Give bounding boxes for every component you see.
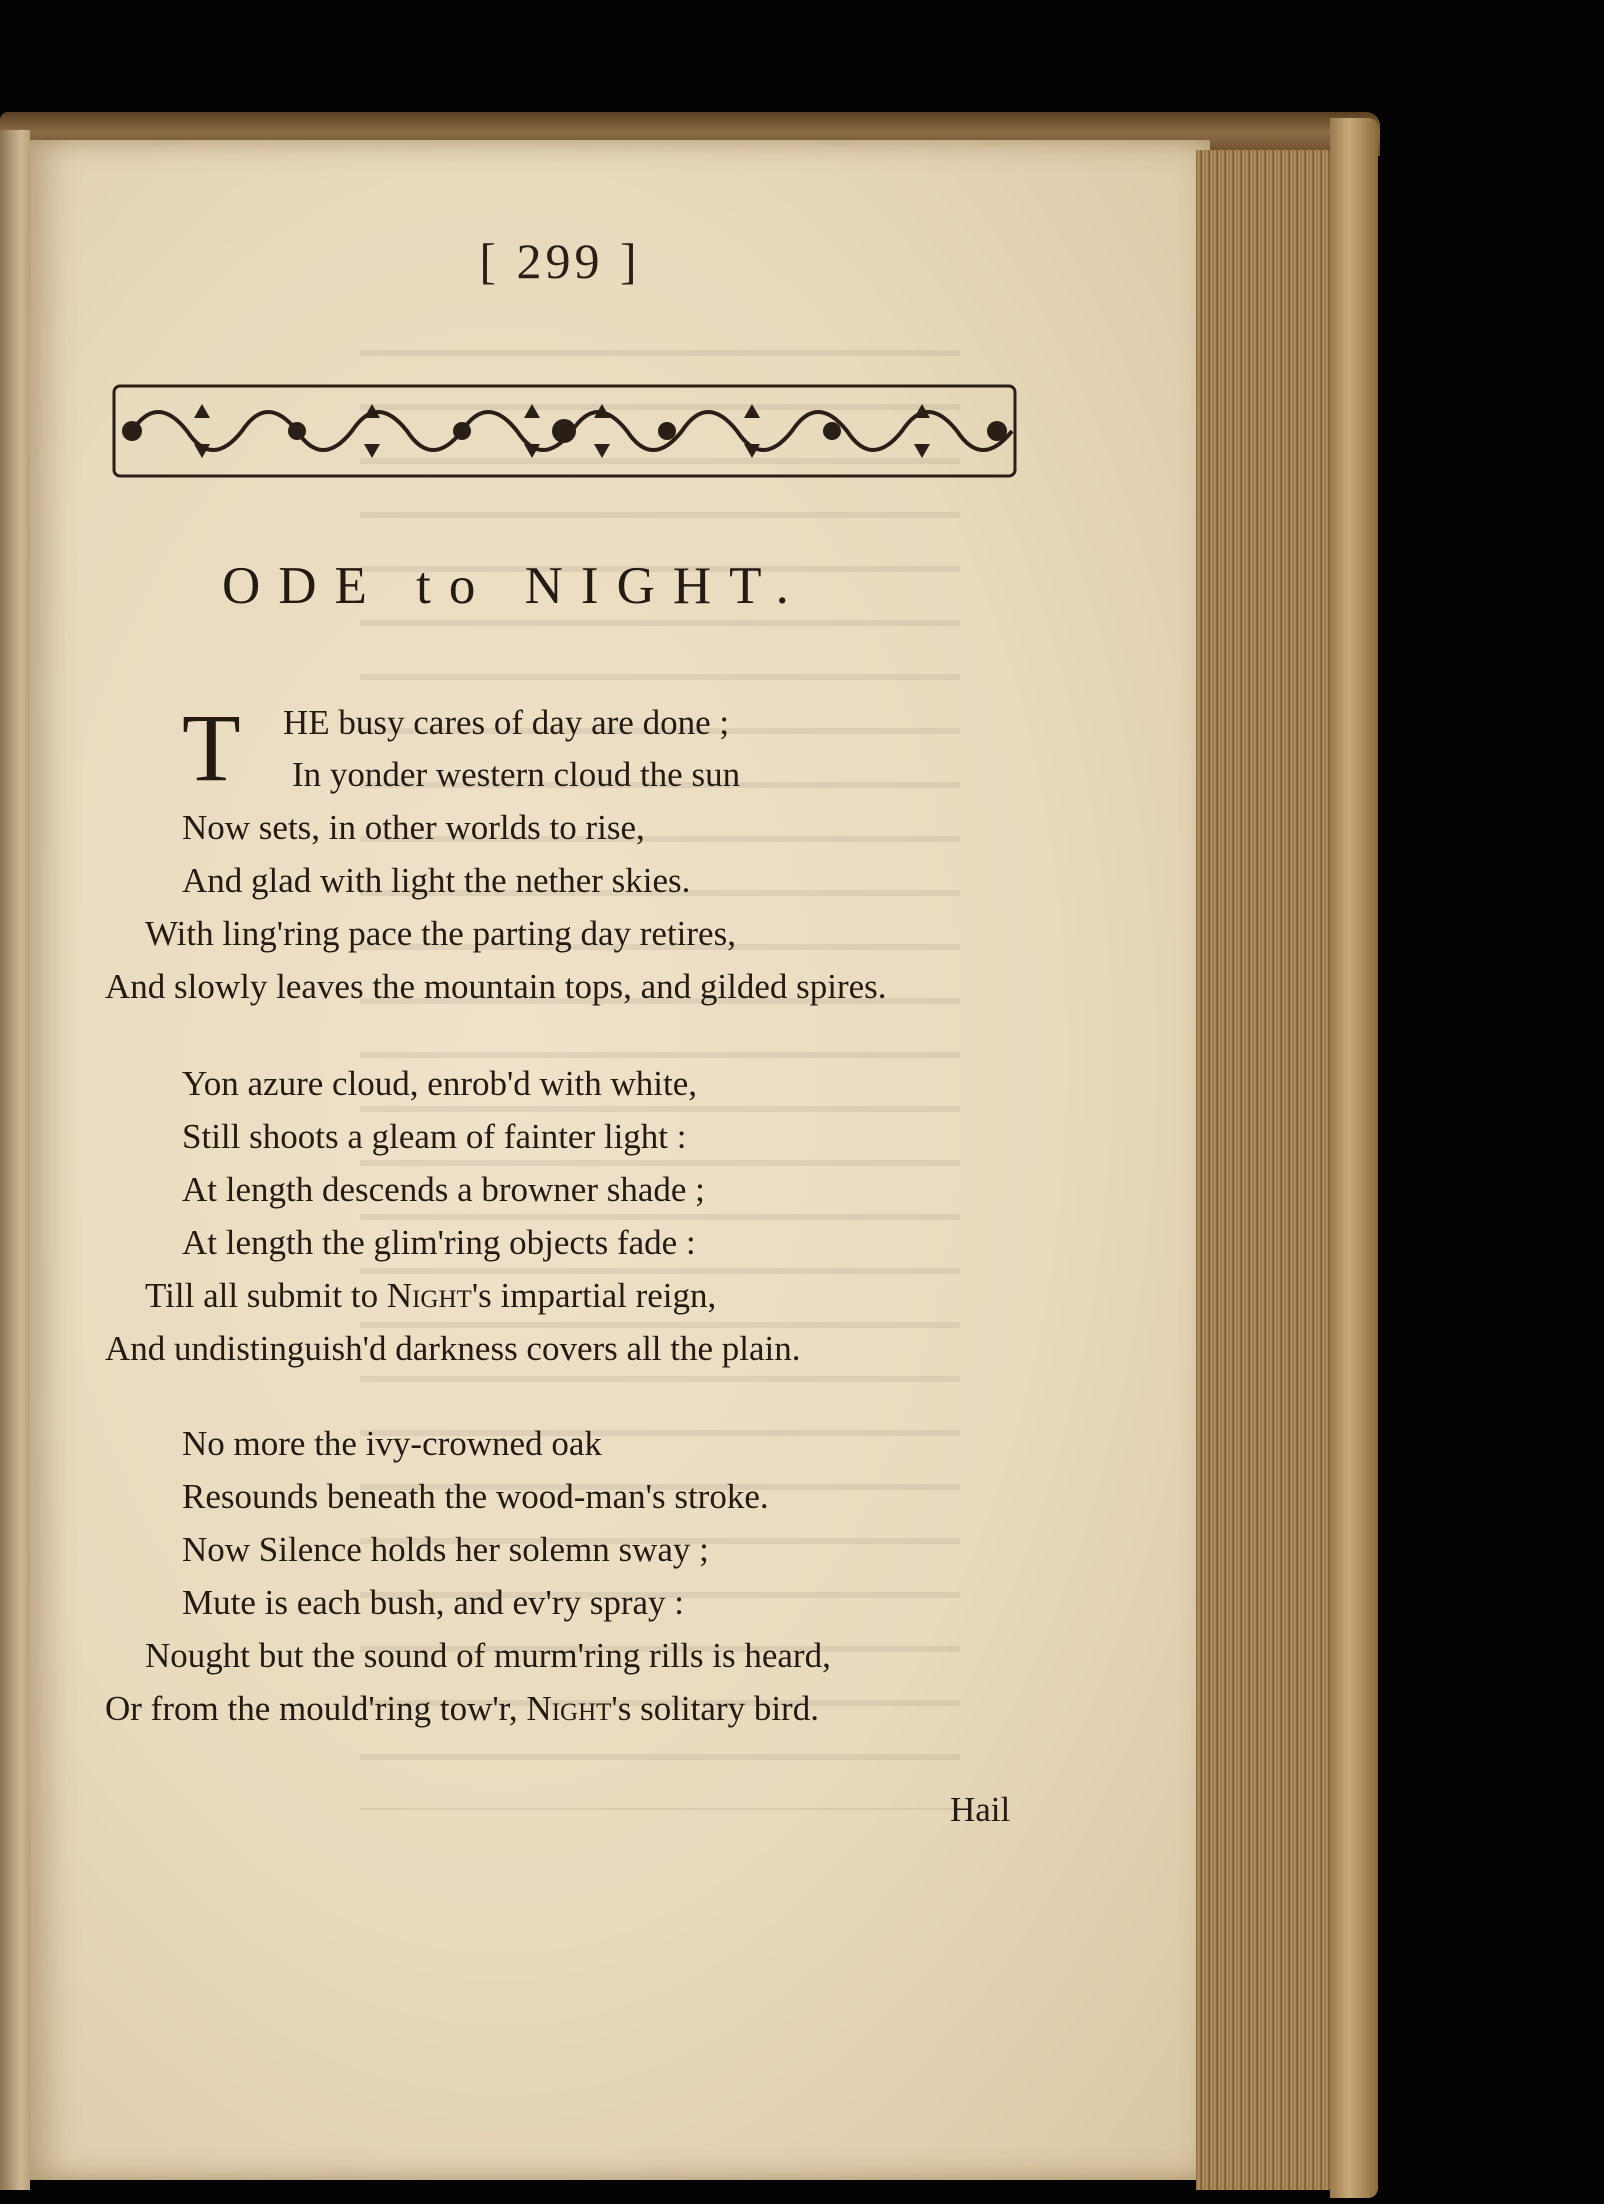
poem-title: ODE to NIGHT. [222,557,807,615]
line-text: Resounds beneath the wood-man's stroke. [182,1477,769,1516]
line-text: In yonder western cloud the sun [292,755,741,794]
poem-line [182,808,645,848]
line-text: Now sets, in other worlds to rise, [182,808,645,847]
line-text: Till all submit to [145,1276,387,1315]
poem-line [182,1583,684,1623]
poem-line [145,1636,831,1676]
line-text: Or from the mould'ring tow'r, [105,1689,527,1728]
poem-line [182,1477,769,1517]
line-text: With ling'ring pace the parting day retires, [145,914,736,953]
page-number: [ 299 ] [479,233,641,289]
poem-line [182,1223,696,1263]
poem-line [182,1530,709,1570]
poem-line [145,914,736,954]
line-text: Mute is each bush, and ev'ry spray : [182,1583,685,1622]
line-text: And glad with light the nether skies. [182,861,691,900]
line-text: 's impartial reign, [471,1276,717,1315]
line-text: HE busy cares of day are done ; [283,703,730,742]
line-text: Nought but the sound of murm'ring rills is heard, [145,1636,831,1675]
poem-line [145,1276,716,1316]
line-text: And slowly leaves the mountain tops, and gilded spires. [105,967,887,1006]
line-text: Now Silence holds her solemn sway ; [182,1530,709,1569]
poem-line [105,967,887,1007]
poem-line [283,703,729,743]
catchword: Hail [950,1790,1011,1829]
poem-line [105,1329,801,1369]
line-text: At length descends a browner shade ; [182,1170,705,1209]
line-text: No more the ivy-crowned oak [182,1424,602,1463]
poem-line [182,861,690,901]
line-text: 's solitary bird. [611,1689,819,1728]
small-caps-word: Night [386,1276,472,1315]
poem-line [182,1064,697,1104]
poem-line [182,1424,602,1464]
line-text: Yon azure cloud, enrob'd with white, [182,1064,698,1103]
poem-line [292,755,740,795]
poem-line [182,1117,687,1157]
line-text: Still shoots a gleam of fainter light : [182,1117,687,1156]
poem-line [182,1170,705,1210]
line-text: At length the glim'ring objects fade : [182,1223,696,1262]
line-text: And undistinguish'd darkness covers all the plain. [105,1329,801,1368]
small-caps-word: Night [526,1689,612,1728]
drop-cap: T [182,694,241,801]
poem-line [105,1689,819,1729]
